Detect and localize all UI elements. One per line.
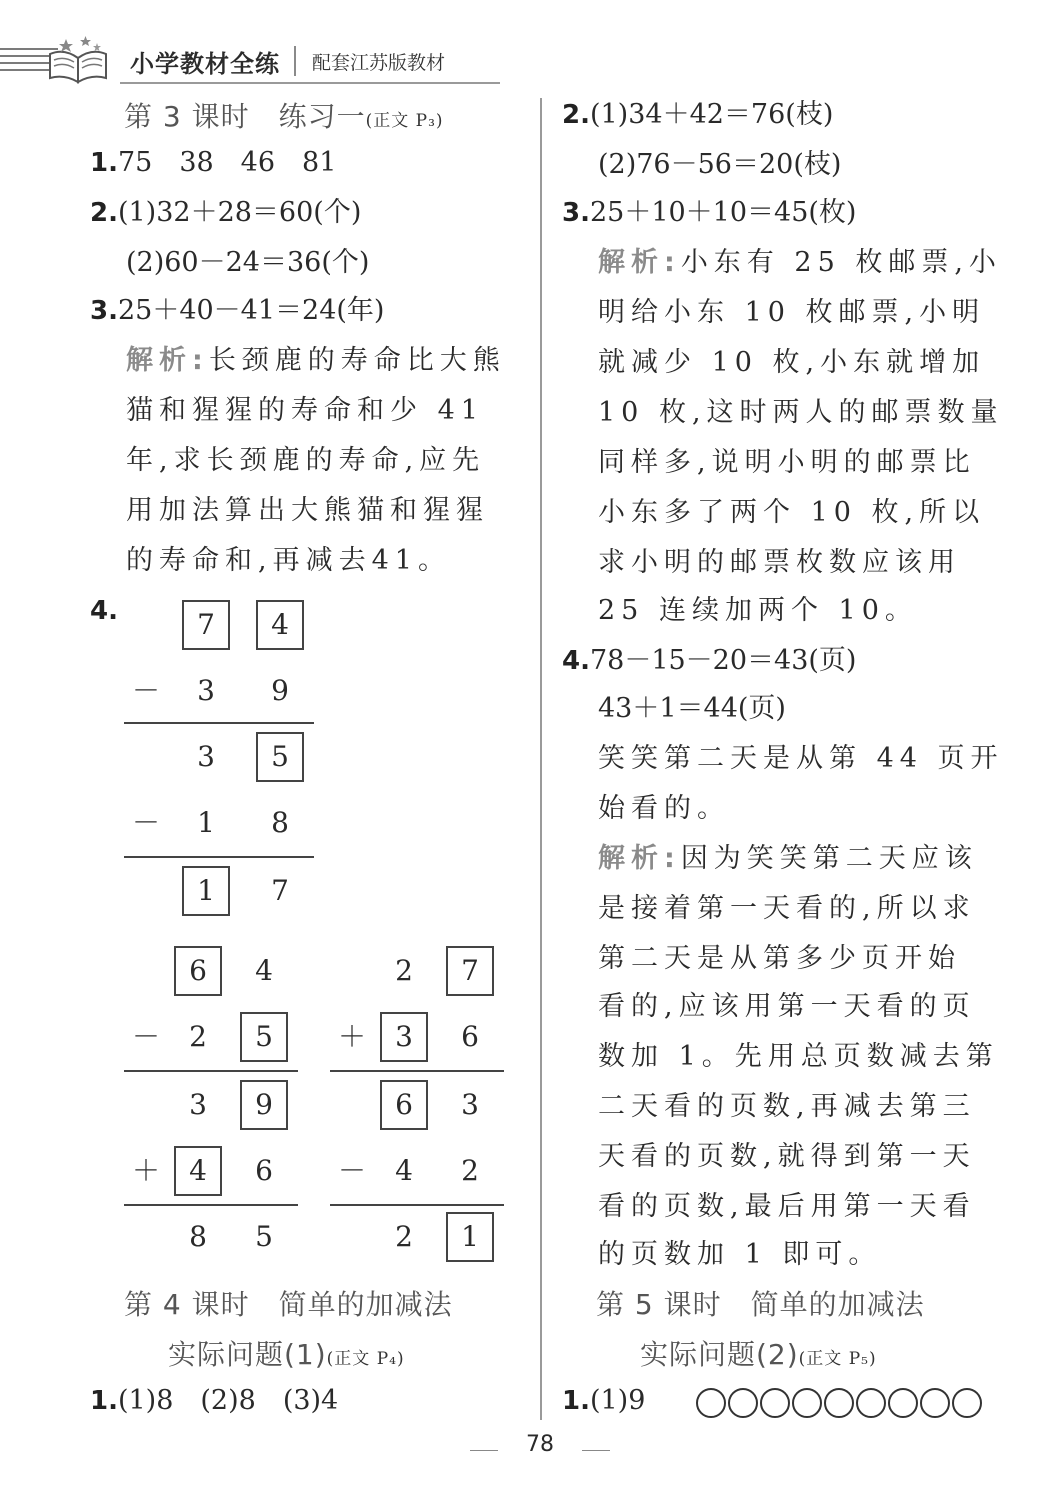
operator: ＋: [337, 1020, 366, 1053]
right-q3-analysis-line-3: 就减少 10 枚,小东就增加: [598, 347, 986, 378]
operator: ＋: [131, 1154, 160, 1187]
digit: 5: [255, 1020, 273, 1053]
left-lesson4-q1: [90, 1384, 338, 1418]
right-q4-analysis-line-2: 是接着第一天看的,所以求: [598, 893, 976, 924]
right-q3-analysis-line-4: 10 枚,这时两人的邮票数量: [598, 397, 1004, 428]
digit: 6: [255, 1154, 273, 1187]
sum-line: [124, 856, 314, 858]
header-separator: [294, 46, 296, 76]
answer-text: 78－15－20＝43(页): [589, 645, 857, 676]
section-title-lesson-4: 第 4 课时 简单的加减法: [124, 1288, 453, 1321]
digit: 6: [395, 1088, 413, 1121]
question-number: 4.: [562, 646, 590, 676]
section-subtitle-lesson-5: 实际问题(2)(正文 P₅): [640, 1338, 877, 1371]
section-title-lesson-3: 第 3 课时 练习一(正文 P₃): [124, 100, 444, 133]
digit: 5: [271, 740, 289, 773]
right-lesson5-q1: [562, 1384, 645, 1418]
right-q3-analysis-line-7: 求小明的邮票枚数应该用: [598, 547, 961, 578]
book-logo-icon: [44, 34, 114, 84]
digit: 1: [197, 806, 215, 839]
sum-line: [124, 1204, 298, 1206]
circle-mark: [856, 1388, 886, 1418]
right-q4-analysis-line-9: 的页数加 1 即可。: [598, 1239, 882, 1270]
right-q3: [562, 196, 856, 230]
digit: 6: [189, 954, 207, 987]
question-number: 2.: [562, 100, 590, 130]
answer-text: 75 38 46 81: [117, 147, 337, 178]
digit: 2: [461, 1154, 479, 1187]
sum-line: [330, 1070, 504, 1072]
circle-mark: [920, 1388, 950, 1418]
digit: 2: [395, 1220, 413, 1253]
left-q3-analysis-line-4: 用加法算出大熊猫和猩猩: [126, 495, 489, 526]
left-q1: [90, 146, 336, 180]
page-number-rule-left: [470, 1450, 498, 1451]
operator: －: [131, 1020, 160, 1053]
right-q2-b: (2)76－56＝20(枝): [598, 149, 842, 180]
page-reference: (正文 P₄): [326, 1349, 405, 1369]
right-q4-answer-line-2: 始看的。: [598, 793, 730, 824]
left-q3-analysis-line-3: 年,求长颈鹿的寿命,应先: [126, 445, 486, 476]
right-q3-analysis-line-5: 同样多,说明小明的邮票比: [598, 447, 976, 478]
circle-mark: [792, 1388, 822, 1418]
left-q3-analysis-line-5: 的寿命和,再减去41。: [126, 545, 451, 576]
digit: 2: [395, 954, 413, 987]
analysis-label: 解析:: [126, 345, 209, 376]
right-q4-answer-line-1: 笑笑第二天是从第 44 页开: [598, 743, 1004, 774]
circle-drawing: [696, 1388, 982, 1418]
digit: 7: [271, 874, 289, 907]
answer-text: (1)8 (2)8 (3)4: [117, 1385, 339, 1416]
digit: 4: [395, 1154, 413, 1187]
right-q4-analysis-line-1: 解析:因为笑笑第二天应该: [598, 843, 978, 874]
digit: 9: [255, 1088, 273, 1121]
right-q4-analysis-line-5: 数加 1。先用总页数减去第: [598, 1041, 999, 1072]
digit: 3: [189, 1088, 207, 1121]
circle-mark: [728, 1388, 758, 1418]
book-title: 小学教材全练: [130, 50, 280, 78]
left-q3-analysis-line-1: 解析:长颈鹿的寿命比大熊: [126, 345, 506, 376]
operator: －: [337, 1154, 366, 1187]
circle-mark: [888, 1388, 918, 1418]
left-q3-analysis-line-2: 猫和猩猩的寿命和少 41: [126, 395, 484, 426]
right-q4-analysis-line-8: 看的页数,最后用第一天看: [598, 1191, 976, 1222]
digit: 5: [255, 1220, 273, 1253]
left-q3: [90, 294, 384, 328]
question-number: 1.: [90, 1386, 118, 1416]
header-underline: [120, 82, 500, 84]
question-number: 2.: [90, 198, 118, 228]
operator: －: [131, 806, 160, 839]
page-header: [0, 28, 520, 88]
page-reference: (正文 P₅): [798, 1349, 877, 1369]
section-subtitle-lesson-4: 实际问题(1)(正文 P₄): [168, 1338, 405, 1371]
digit: 3: [197, 674, 215, 707]
digit: 7: [197, 608, 215, 641]
operator: －: [131, 674, 160, 707]
digit: 6: [461, 1020, 479, 1053]
circle-mark: [696, 1388, 726, 1418]
book-subtitle: 配套江苏版教材: [312, 52, 446, 74]
right-q4-analysis-line-7: 天看的页数,就得到第一天: [598, 1141, 976, 1172]
digit: 2: [189, 1020, 207, 1053]
right-q2-a: [562, 98, 833, 132]
left-q4-number: 4.: [90, 596, 118, 626]
digit: 3: [197, 740, 215, 773]
section-title-lesson-5: 第 5 课时 简单的加减法: [596, 1288, 925, 1321]
page-number: 78: [526, 1432, 554, 1457]
page-reference: (正文 P₃): [365, 111, 444, 131]
right-q3-analysis-line-2: 明给小东 10 枚邮票,小明: [598, 297, 986, 328]
sum-line: [124, 722, 314, 724]
digit: 9: [271, 674, 289, 707]
right-q4-analysis-line-6: 二天看的页数,再减去第三: [598, 1091, 976, 1122]
circle-mark: [760, 1388, 790, 1418]
question-number: 3.: [90, 296, 118, 326]
column-divider: [540, 98, 542, 1420]
left-q2-a: [90, 196, 361, 230]
right-q4-analysis-line-3: 第二天是从第多少页开始: [598, 943, 961, 974]
digit: 3: [395, 1020, 413, 1053]
digit: 4: [189, 1154, 207, 1187]
answer-text: (1)9: [589, 1385, 646, 1416]
digit: 4: [255, 954, 273, 987]
circle-mark: [952, 1388, 982, 1418]
right-q3-analysis-line-1: 解析:小东有 25 枚邮票,小: [598, 247, 1002, 278]
right-q3-analysis-line-8: 25 连续加两个 10。: [598, 595, 918, 626]
answer-text: (1)34＋42＝76(枝): [589, 99, 834, 130]
right-q4-a: [562, 644, 856, 678]
right-q4-b: 43＋1＝44(页): [598, 693, 786, 724]
question-number: 1.: [562, 1386, 590, 1416]
question-number: 1.: [90, 148, 118, 178]
digit: 8: [271, 806, 289, 839]
digit: 8: [189, 1220, 207, 1253]
right-q3-analysis-line-6: 小东多了两个 10 枚,所以: [598, 497, 986, 528]
answer-text: (1)32＋28＝60(个): [117, 197, 362, 228]
analysis-label: 解析:: [598, 843, 681, 874]
sum-line: [124, 1070, 298, 1072]
digit: 7: [461, 954, 479, 987]
digit: 3: [461, 1088, 479, 1121]
answer-text: 25＋40－41＝24(年): [117, 295, 385, 326]
digit: 1: [197, 874, 215, 907]
digit: 1: [461, 1220, 479, 1253]
question-number: 3.: [562, 198, 590, 228]
right-q4-analysis-line-4: 看的,应该用第一天看的页: [598, 991, 976, 1022]
digit: 4: [271, 608, 289, 641]
left-q2-b: (2)60－24＝36(个): [126, 247, 370, 278]
answer-text: 25＋10＋10＝45(枚): [589, 197, 857, 228]
sum-line: [330, 1204, 504, 1206]
analysis-label: 解析:: [598, 247, 681, 278]
circle-mark: [824, 1388, 854, 1418]
page-number-rule-right: [582, 1450, 610, 1451]
